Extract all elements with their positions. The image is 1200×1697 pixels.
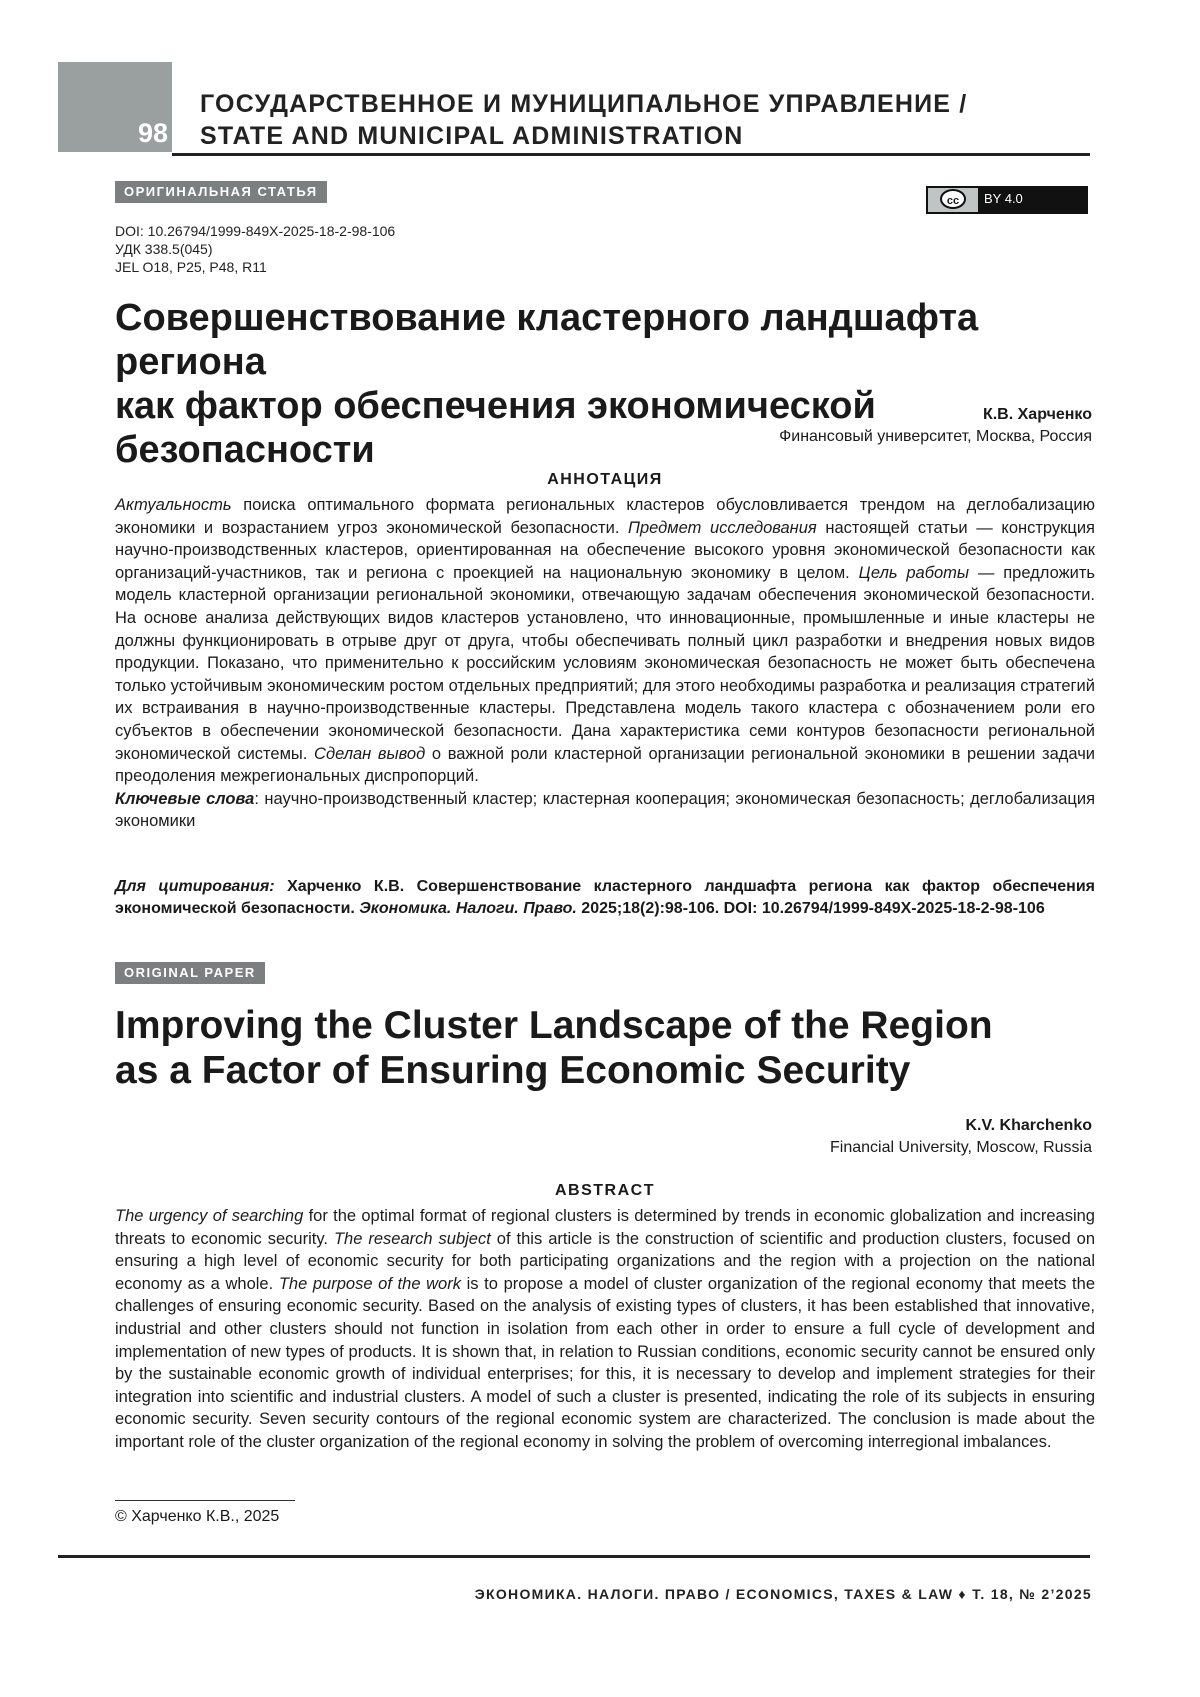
doi[interactable]: DOI: 10.26794/1999-849X-2025-18-2-98-106 <box>115 222 395 240</box>
article-type-tag-ru: ОРИГИНАЛЬНАЯ СТАТЬЯ <box>115 181 327 203</box>
citation-label: Для цитирования: <box>115 878 275 895</box>
jel-codes: JEL O18, P25, P48, R11 <box>115 258 267 276</box>
author-name-en: K.V. Kharchenko <box>965 1117 1092 1134</box>
diamond-icon: ♦ <box>958 1586 966 1602</box>
keywords-ru <box>115 788 1095 833</box>
affiliation-en: Financial University, Moscow, Russia <box>830 1137 1092 1159</box>
abstract-en: The urgency of searching for the optimal format of regional clusters is determined by trends in economic globalization and increasing threats to economic security. The research subject of this article is the construction of scientific and production clusters, focused on ensuring a high level of economic security for both participating organizations and the region with a projection on the national economy as a whole. The purpose of the work is to propose a model of cluster organization of the regional economy that meets the challenges of ensuring economic security. Based on the analysis of existing types of clusters, it has been established that innovative, industrial and other clusters should not function in isolation from each other in order to ensure a full cycle of development and implementation of new types of products. It is shown that, in relation to Russian conditions, economic security cannot be ensured only by the sustainable economic growth of individual enterprises; for this, it is necessary to develop and implement strategies for their integration into scientific and industrial clusters. A model of such a cluster is presented, indicating the role of its subjects in ensuring economic security. Seven security contours of the regional economic system are characterized. The conclusion is made about the important role of the cluster organization of the regional economy in solving the problem of overcoming interregional imbalances. <box>115 1205 1095 1454</box>
article-title-en <box>115 1003 1095 1093</box>
page-number: 98 <box>58 118 172 149</box>
footer-journal: ЭКОНОМИКА. НАЛОГИ. ПРАВО / ECONOMICS, TAXES & LAW <box>475 1586 953 1602</box>
copyright: © Харченко К.В., 2025 <box>115 1508 279 1526</box>
header-rule <box>172 153 1090 156</box>
section-title-en: STATE AND MUNICIPAL ADMINISTRATION <box>200 120 967 152</box>
citation-journal: Экономика. Налоги. Право. <box>359 900 577 917</box>
license-text: BY 4.0 <box>984 191 1023 206</box>
cc-license-badge[interactable] <box>926 186 1088 214</box>
citation-block <box>115 876 1095 920</box>
abstract-heading-en: ABSTRACT <box>115 1182 1095 1200</box>
journal-footer <box>475 1586 1092 1602</box>
citation-tail[interactable]: 2025;18(2):98-106. DOI: 10.26794/1999-849X-2025-18-2-98-106 <box>577 900 1045 917</box>
citation-text: Харченко К.В. Совершенствование кластерного ландшафта региона как фактор обеспечения экономической безопасности. <box>115 878 1095 917</box>
copyright-rule <box>115 1500 295 1501</box>
keywords-label: Ключевые слова <box>115 790 254 808</box>
keywords-text: : научно-производственный кластер; кластерная кооперация; экономическая безопасность; деглобализация экономики <box>115 790 1095 831</box>
journal-section-heading <box>200 88 967 152</box>
section-title-ru: ГОСУДАРСТВЕННОЕ И МУНИЦИПАЛЬНОЕ УПРАВЛЕНИЕ / <box>200 88 967 120</box>
udk: УДК 338.5(045) <box>115 240 213 258</box>
title-ru-line-1: Совершенствование кластерного ландшафта региона <box>115 296 1095 384</box>
footer-rule <box>58 1555 1090 1558</box>
title-ru-line-2: как фактор обеспечения экономической безопасности <box>115 384 1095 472</box>
article-type-tag-en: ORIGINAL PAPER <box>115 962 265 984</box>
creative-commons-icon: cc <box>940 189 966 209</box>
abstract-ru-body: Актуальность поиска оптимального формата региональных кластеров обусловливается трендом на деглобализацию экономики и возрастанием угроз экономической безопасности. Предмет исследования настоящей статьи — конструкция научно-производственных кластеров, ориентированная на обеспечение высокого уровня экономической безопасности как организаций-участников, так и региона с проекцией на национальную экономику в целом. Цель работы — предложить модель кластерной организации региональной экономики, отвечающую задачам обеспечения экономической безопасности. На основе анализа действующих видов кластеров установлено, что инновационные, промышленные и иные кластеры не должны функционировать в отрыве друг от друга, чтобы обеспечивать полный цикл разработки и внедрения новых видов продукции. Показано, что применительно к российским условиям экономическая безопасность не может быть обеспечена только устойчивым экономическим ростом отдельных предприятий; для этого необходимы разработка и реализация стратегий их встраивания в научно-производственные кластеры. Представлена модель такого кластера с обозначением роли его субъектов в обеспечении экономической безопасности. Дана характеристика семи контуров безопасности региональной экономической системы. Сделан вывод о важной роли кластерной организации региональной экономики в решении задачи преодоления межрегиональных диспропорций. <box>115 496 1095 785</box>
author-block-ru <box>779 404 1092 448</box>
abstract-ru <box>115 494 1095 833</box>
author-block-en <box>830 1115 1092 1159</box>
affiliation-ru: Финансовый университет, Москва, Россия <box>779 426 1092 448</box>
author-name-ru: К.В. Харченко <box>983 406 1092 423</box>
title-en-line-2: as a Factor of Ensuring Economic Security <box>115 1048 1095 1093</box>
title-en-line-1: Improving the Cluster Landscape of the Region <box>115 1003 1095 1048</box>
abstract-heading-ru: АННОТАЦИЯ <box>115 471 1095 489</box>
footer-issue: Т. 18, № 2’2025 <box>972 1586 1092 1602</box>
